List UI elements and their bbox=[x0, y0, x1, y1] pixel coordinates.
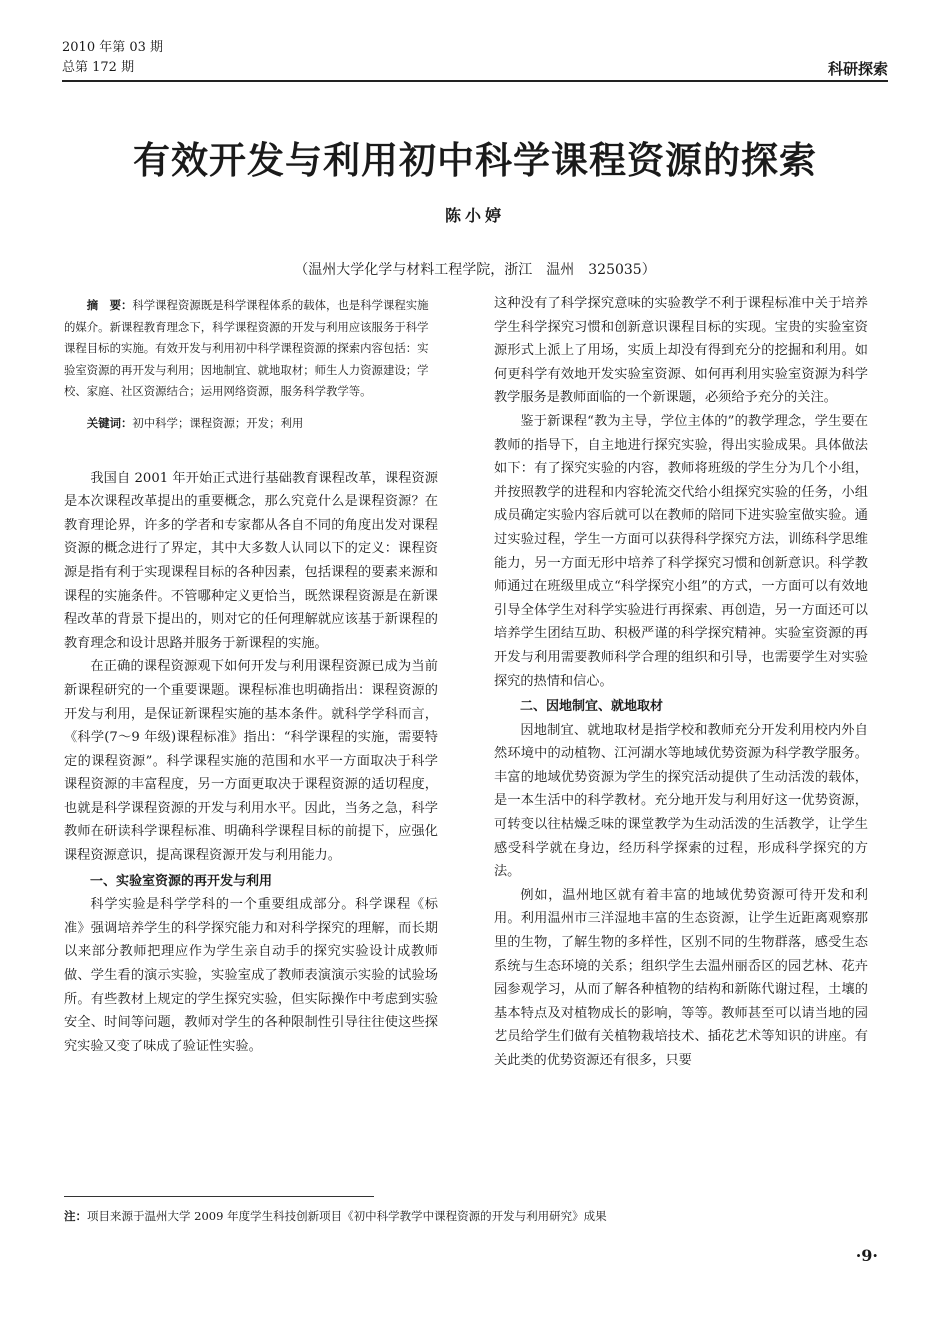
section-name: 科研探索 bbox=[827, 60, 888, 78]
keywords-text: 初中科学；课程资源；开发；利用 bbox=[132, 415, 304, 430]
section1-paragraph-3: 鉴于新课程“教为主导，学位主体的”的教学理念，学生要在教师的指导下，自主地进行探究实验，得出实验成果。具体做法如下：有了探究实验的内容，教师将班级的学生分为几个小组，并按照教学的进程和内容轮流交代给小组探究实验的任务，小组成员确定实验内容后就可以在教师的陪同下进实验室做实验。通过实验过程，学生一方面可以获得科学探究方法，训练科学思维能力，另一方面无形中培养了科学探究习惯和创新意识。科学教师通过在班级里成立“科学探究小组”的方式，一方面可以有效地引导全体学生对科学实验进行再探索、再创造，另一方面还可以培养学生团结互助、积极严谨的科学探究精神。实验室资源的再开发与利用需要教师科学合理的组织和引导，也需要学生对实验探究的热情和信心。 bbox=[494, 413, 868, 689]
footnote-rule bbox=[64, 1196, 374, 1197]
abstract-text: 科学课程资源既是科学课程体系的载体，也是科学课程实施的媒介。新课程教育理念下，科学课程资源的开发与利用应该服务于科学课程目标的实施。有效开发与利用初中科学课程资源的探索内容包括：实验室资源的再开发与利用；因地制宜、就地取材；师生人力资源建设；学校、家庭、社区资源结合；运用网络资源，服务科学教学等。 bbox=[64, 298, 429, 399]
section-heading-2: 二、因地制宜、就地取材 bbox=[520, 699, 664, 715]
header-rule bbox=[62, 80, 888, 82]
issue-line: 2010 年第 03 期 bbox=[62, 40, 164, 55]
footnote-text: 项目来源于温州大学 2009 年度学生科技创新项目《初中科学教学中课程资源的开发与利用研究》成果 bbox=[87, 1209, 607, 1223]
section1-paragraph-2: 这种没有了科学探究意味的实验教学不利于课程标准中关于培养学生科学探究习惯和创新意识课程目标的实现。宝贵的实验室资源形式上派上了用场，实质上却没有得到充分的挖掘和利用。如何更科学有效地开发实验室资源、如何再利用实验室资源为科学教学服务是教师面临的一个新课题，必须给予充分的关注。 bbox=[494, 296, 868, 406]
section2-paragraph-2: 例如，温州地区就有着丰富的地域优势资源可待开发和利用。利用温州市三洋湿地丰富的生态资源，让学生近距离观察那里的生物，了解生物的多样性，区别不同的生物群落，感受生态系统与生态环境的关系；组织学生去温州丽岙区的园艺林、花卉园参观学习，从而了解各种植物的结构和新陈代谢过程，土壤的基本特点及对植物成长的影响，等等。教师甚至可以请当地的园艺员给学生们做有关植物栽培技术、插花艺术等知识的讲座。有关此类的优势资源还有很多，只要 bbox=[494, 887, 868, 1068]
keywords bbox=[64, 413, 438, 435]
keywords-label: 关键词： bbox=[86, 415, 133, 430]
left-column bbox=[64, 295, 438, 1058]
intro-paragraph-1: 我国自 2001 年开始正式进行基础教育课程改革，课程资源是本次课程改革提出的重要概念，那么究竟什么是课程资源？在教育理论界，许多的学者和专家都从各自不同的角度出发对课程资源的概念进行了界定，其中大多数人认同以下的定义：课程资源是指有利于实现课程目标的各种因素，包括课程的要素来源和课程的实施条件。不管哪种定义更恰当，既然课程资源是在新课程改革的背景下提出的，则对它的任何理解就应该基于新课程的教育理念和设计思路并服务于新课程的实施。 bbox=[64, 470, 438, 651]
page-number: ·9· bbox=[855, 1246, 878, 1265]
footnote bbox=[64, 1208, 886, 1224]
journal-issue-info bbox=[62, 38, 163, 78]
right-column bbox=[494, 292, 868, 1073]
abstract bbox=[64, 295, 438, 403]
abstract-label: 摘 要： bbox=[86, 298, 133, 312]
article-title: 有效开发与利用初中科学课程资源的探索 bbox=[133, 138, 817, 182]
total-issue-line: 总第 172 期 bbox=[62, 60, 135, 75]
section-heading-1: 一、实验室资源的再开发与利用 bbox=[90, 873, 273, 889]
author-name: 陈小婷 bbox=[444, 206, 505, 225]
section1-paragraph-1: 科学实验是科学学科的一个重要组成部分。科学课程《标准》强调培养学生的科学探究能力和对科学探究的理解，而长期以来部分教师把理应作为学生亲自动手的探究实验设计成教师做、学生看的演示实验，实验室成了教师表演演示实验的试验场所。有些教材上规定的学生探究实验，但实际操作中考虑到实验安全、时间等问题，教师对学生的各种限制性引导往往使这些探究实验又变了味成了验证性实验。 bbox=[64, 897, 438, 1054]
intro-paragraph-2: 在正确的课程资源观下如何开发与利用课程资源已成为当前新课程研究的一个重要课题。课程标准也明确指出：课程资源的开发与利用，是保证新课程实施的基本条件。就科学学科而言，《科学(7～9 年级)课程标准》指出：“科学课程的实施，需要特定的课程资源”。科学课程实施的范围和水平一方面取决于科学课程资源的丰富程度，另一方面更取决于课程资源的适切程度，也就是科学课程资源的开发与利用水平。因此，当务之急，科学教师在研读科学课程标准、明确科学课程目标的前提下，应强化课程资源意识，提高课程资源开发与利用能力。 bbox=[64, 659, 438, 864]
footnote-label: 注： bbox=[64, 1209, 87, 1223]
section2-paragraph-1: 因地制宜、就地取材是指学校和教师充分开发利用校内外自然环境中的动植物、江河湖水等地域优势资源为科学教学服务。丰富的地域优势资源为学生的探究活动提供了生动活泼的载体，是一本生活中的科学教材。充分地开发与利用好这一优势资源，可转变以往枯燥乏味的课堂教学为生动活泼的生活教学，让学生感受科学就在身边，经历科学探索的过程，形成科学探究的方法。 bbox=[494, 722, 868, 880]
author-affiliation: （温州大学化学与材料工程学院，浙江 温州 325035） bbox=[294, 262, 656, 278]
